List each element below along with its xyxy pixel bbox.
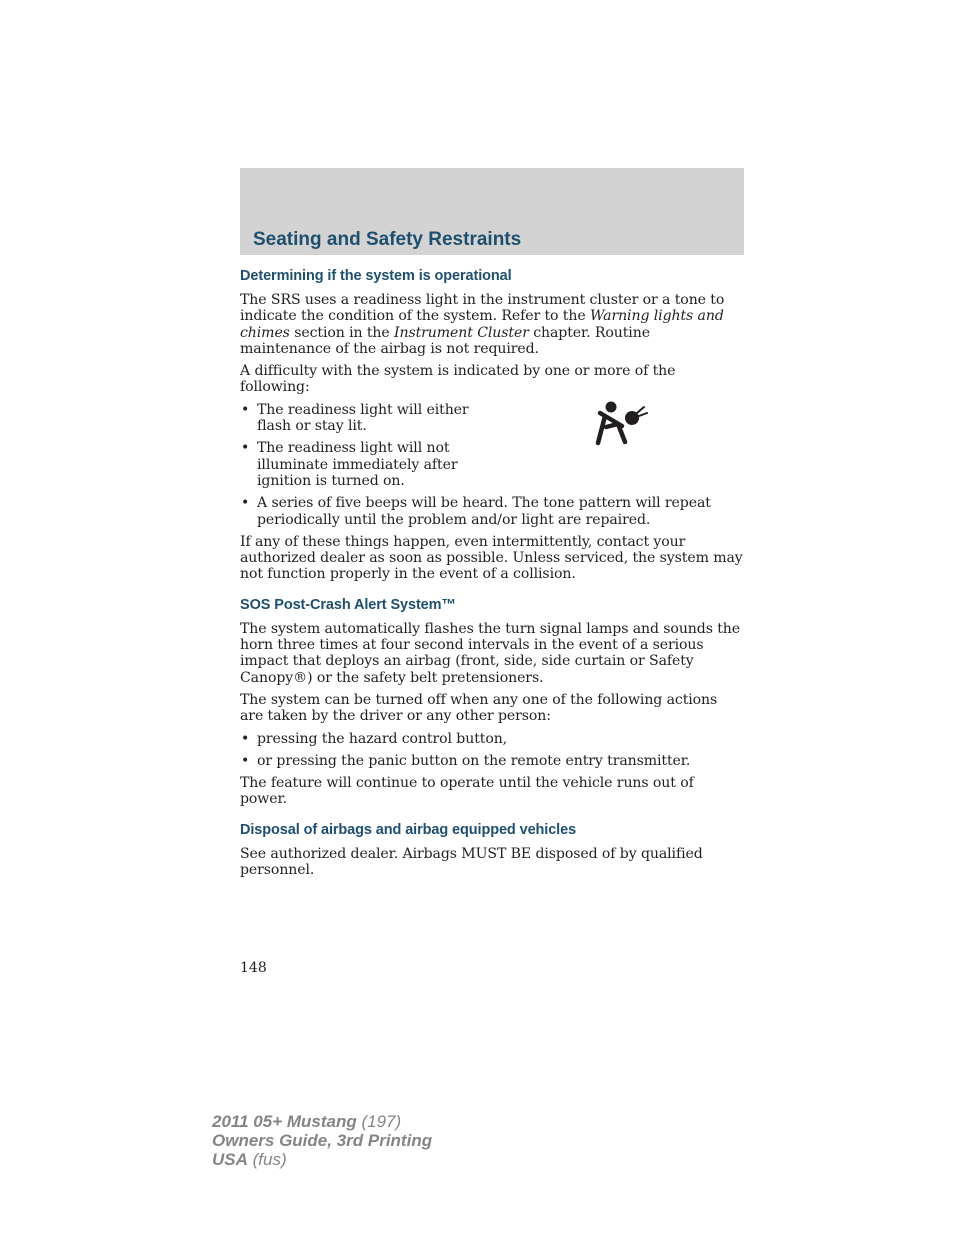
footer-guide-edition: Owners Guide, 3rd Printing [212,1131,433,1150]
paragraph-contact-dealer: If any of these things happen, even intermittently, contact your authorized dealer as soon as possible. Unless serviced, the system may not function properly in the event of a collision. [240,533,743,583]
heading-disposal: Disposal of airbags and airbag equipped vehicles [240,821,577,838]
footer-line-3 [212,1150,432,1169]
list-item: • A series of five beeps will be heard. The tone pattern will repeat periodically until the problem and/or light are repaired. [240,495,744,528]
paragraph-sos-turn-off: The system can be turned off when any one of the following actions are taken by the driver or any other person: [240,691,718,725]
section-sos [240,595,744,808]
bullet-list-sos [240,731,744,770]
list-item: • or pressing the panic button on the remote entry transmitter. [240,753,744,769]
section-operational [240,266,744,583]
footer-model-code: (197) [356,1112,402,1131]
section-disposal [240,820,744,879]
section-header-band [240,168,744,255]
footer-model: 2011 05+ Mustang [212,1112,357,1131]
footer-market-code: (fus) [247,1150,287,1169]
heading-sos: SOS Post-Crash Alert System™ [240,596,456,613]
list-item: • The readiness light will either flash or stay lit. [240,402,497,435]
footer-line-2 [212,1131,432,1150]
page-content [240,266,744,890]
footer-imprint [212,1112,432,1169]
paragraph-srs-readiness [240,292,744,357]
text-run: section in the [289,324,395,341]
heading-operational: Determining if the system is operational [240,268,512,284]
bullet-group [240,402,744,528]
paragraph-sos-power: The feature will continue to operate until the vehicle runs out of power. [240,775,694,808]
text-run: chapter. Routine maintenance of the airbag is not required. [240,324,650,357]
list-item: • The readiness light will not illuminate immediately after ignition is turned on. [240,440,497,489]
footer-market: USA [212,1150,248,1169]
reference-instrument-cluster: Instrument Cluster [394,324,529,341]
page-number: 148 [240,960,267,976]
section-title: Seating and Safety Restraints [253,229,522,250]
paragraph-disposal: See authorized dealer. Airbags MUST BE disposed of by qualified personnel. [240,845,703,879]
paragraph-difficulty: A difficulty with the system is indicated by one or more of the following: [240,363,676,396]
text-run: The SRS uses a readiness light in the instrument cluster or a tone to indicate the condition of the system. Refer to the [240,292,725,325]
list-item: • pressing the hazard control button, [240,731,744,747]
bullet-list-difficulty [240,402,744,528]
paragraph-sos-description: The system automatically flashes the turn signal lamps and sounds the horn three times at four second intervals in the event of a serious impact that deploys an airbag (front, side, side curtain or Safety Canopy®) or the safety belt pretensioners. [240,620,740,686]
footer-line-1 [212,1112,432,1131]
airbag-warning-icon [594,400,650,448]
reference-warning-lights: Warning lights and chimes [240,308,724,341]
